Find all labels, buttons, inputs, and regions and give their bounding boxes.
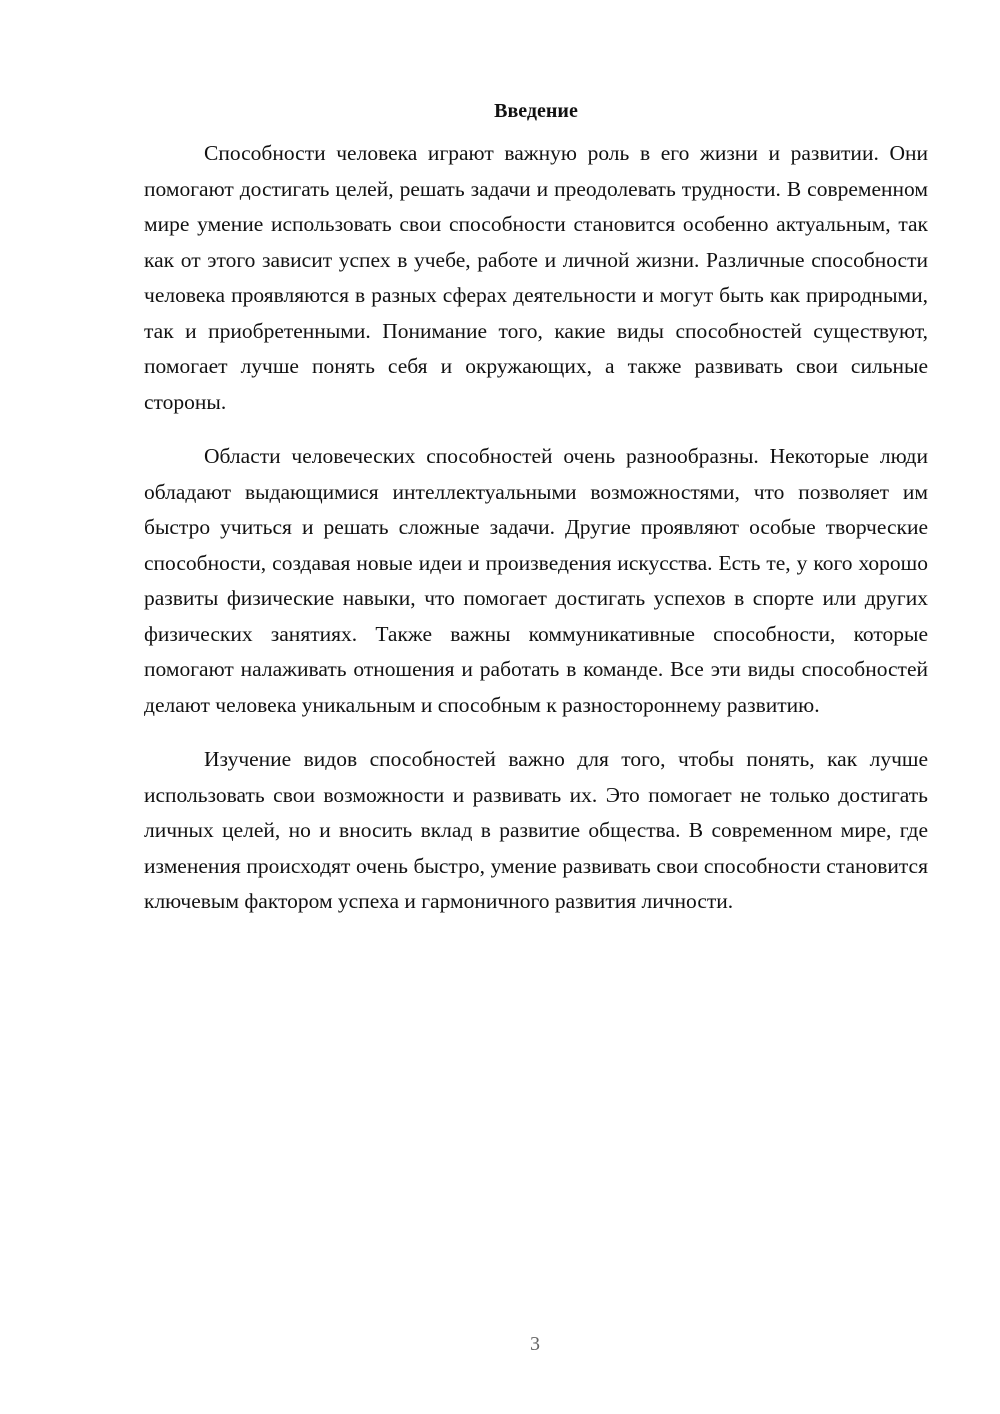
page-number: 3 [530,1333,540,1355]
paragraph-2: Области человеческих способностей очень разнообразны. Некоторые люди обладают выдающимися интеллектуальными возможностями, что позволяет им быстро учиться и решать сложные задачи. Другие проявляют особые творческие способности, создавая новые идеи и произведения искусства. Есть те, у кого хорошо развиты физические навыки, что помогает достигать успехов в спорте или других физических занятиях. Также важны коммуникативные способности, которые помогают налаживать отношения и работать в команде. Все эти виды способностей делают человека уникальным и способным к разностороннему развитию. [144,444,928,717]
paragraph-1: Способности человека играют важную роль в его жизни и развитии. Они помогают достигать целей, решать задачи и преодолевать трудности. В современном мире умение использовать свои способности становится особенно актуальным, так как от этого зависит успех в учебе, работе и личной жизни. Различные способности человека проявляются в разных сферах деятельности и могут быть как природными, так и приобретенными. Понимание того, какие виды способностей существуют, помогает лучше понять себя и окружающих, а также развивать свои сильные стороны. [144,141,928,414]
page-content [144,96,928,939]
section-title: Введение [494,100,578,122]
paragraph-3: Изучение видов способностей важно для того, чтобы понять, как лучше использовать свои возможности и развивать их. Это помогает не только достигать личных целей, но и вносить вклад в развитие общества. В современном мире, где изменения происходят очень быстро, умение развивать свои способности становится ключевым фактором успеха и гармоничного развития личности. [144,747,928,913]
